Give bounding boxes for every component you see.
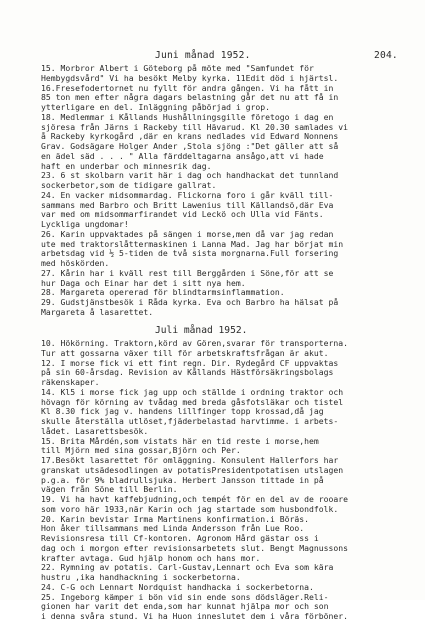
text-line: p.g.a. för 9% bladrullsjuka. Herbert Jansson tittade in på [41, 475, 324, 485]
text-line: haft en underbar och minnesrik dag. [41, 161, 212, 171]
page-header [0, 50, 425, 62]
text-line: Hembygdsvård" Vi ha besökt Melby kyrka. 11Edit död i hjärtsl. [41, 73, 339, 83]
text-line: 22. Rymning av potatis. Carl-Gustav,Lennart och Eva som kära [41, 563, 334, 573]
text-line: en ädel säd . . . " Alla färddeltagarna ansågo,att vi hade [41, 151, 324, 161]
page-number: 204. [374, 50, 398, 61]
text-line: 23. 6 st skolbarn varit här i dag och handhackat det tunnland [41, 171, 339, 181]
text-line: hur Daga och Einar har det i sitt nya hem. [41, 278, 246, 288]
text-line: Kl 8.30 fick jag v. handens lillfinger topp krossad,då jag [41, 407, 324, 417]
text-line: 16.Fresefodertornet nu fyllt för andra gången. Vi ha fått in [41, 83, 334, 93]
text-line: å Rackeby kyrkogård ,där en krans nedlades vid Edward Nonnens [41, 132, 339, 142]
text-line: 25. Ingeborg kämper i bön vid sin ende sons dödsläger.Reli- [41, 592, 329, 602]
june-entries [41, 64, 409, 318]
text-line: till Mjörn med sina gossar,Björn och Per. [41, 446, 241, 456]
text-line: 20. Karin bevistar Irma Martinens konfirmation.i Böräs. [41, 514, 310, 524]
text-line: 15. Morbror Albert i Göteborg på möte med "Samfundet för [41, 64, 314, 73]
text-line: hustru ,ika handhackning i sockerbetorna. [41, 573, 241, 582]
text-line: ute med traktorslåttermaskinen i Lanna Mad. Jag har börjat min [41, 239, 344, 249]
text-line: 12. I morse fick vi ett fint regn. Dir. Rydegård CF uppvaktas [41, 358, 339, 368]
text-line: 14. Kl5 i morse fick jag upp och ställde i ordning traktor och [41, 387, 344, 397]
text-line: arbetsdag vid ½ 5-tiden de två sista morgnarna.Full forsering [41, 249, 339, 259]
text-line: Grav. Godsägare Holger Ander ,Stola sjöng :"Det gäller att så [41, 142, 339, 151]
text-line: 19. Vi ha havt kaffebjudning,och tempét för en del av de rooare [41, 495, 348, 504]
text-line: sjöresa från Järns i Rackeby till Hävarud. Kl 20.30 samlades vi [41, 122, 348, 132]
text-line: 28. Margareta opererad för blindtarmsinflammation. [41, 288, 285, 298]
text-line: 24. En vacker midsommardag. Flickorna foro i går kväll till- [41, 190, 334, 200]
text-line: Tur att gossarna växer till för arbetskraftsfrågan är akut. [41, 348, 329, 358]
text-line: sammans med Barbro och Britt Lawenius till Källandsö,där Eva [41, 200, 334, 210]
text-line: som voro här 1933,när Karin och jag startade som husbondfolk. [41, 504, 339, 514]
text-line: Revisionsresa till Cf-kontoren. Agronom Hård gästar oss i [41, 534, 319, 543]
text-line: Margareta å lasarettet. [41, 307, 154, 317]
text-line: 29. Gudstjänstbesök i Råda kyrka. Eva och Barbro ha hälsat på [41, 298, 339, 307]
text-line: 18. Medlemmar i Kållands Hushållningsgille företogo i dag en [41, 112, 334, 122]
text-line: var med om midsommarfirandet vid Leckö och Ulla vid Fänts. [41, 210, 324, 220]
text-line: räkenskaper. [41, 378, 100, 387]
text-line: i denna svåra stund. Vi ha Huon inneslutet dem i våra förböner. [41, 612, 348, 621]
text-line: Lyckliga ungdomar! [41, 220, 129, 229]
july-entries [41, 339, 409, 622]
text-line: sockerbetor,som de tidigare gallrat. [41, 181, 217, 190]
text-line: granskat utsädesodlingen av potatisPresidentpotatisen utslagen [41, 465, 344, 475]
text-line: på sin 60-årsdag. Revision av Kållands Hästförsäkringsbolags [41, 368, 334, 378]
text-line: dag och i morgon efter revisionsarbetets slut. Bengt Magnussons [41, 543, 348, 553]
text-line: 85 ton men efter några dagars belastning går det nu att få in [41, 93, 339, 103]
text-line: 26. Karin uppvaktades på sängen i morse,men då var jag redan [41, 229, 334, 239]
text-line: lådet. Lasarettsbesök. [41, 426, 149, 436]
text-line: 27. Kårin har i kväll rest till Berggården i Söne,för att se [41, 268, 334, 278]
text-line: hövagn för körning av tvådag med breda gåsfotsläkar och tistel [41, 397, 344, 407]
text-line: Hon åker tillsammans med Linda Andersson från Lue Roo. [41, 524, 305, 534]
text-line: skulle återställa utlöset,fjäderbelastad harvtimme. i arbets- [41, 417, 339, 426]
month-heading: Juni månad 1952. [155, 50, 251, 61]
text-line: vägen från Söne till Berlin. [41, 485, 178, 495]
text-line: ytterligare en del. Inläggning påbörjad i grop. [41, 103, 271, 112]
july-heading: Juli månad 1952. [155, 325, 248, 336]
text-line: 17.Besökt lasarettet för omläggning. Konsulent Hallerfors har [41, 456, 339, 465]
text-line: 10. Hökörning. Traktorn,körd av Gören,svarar för transporterna. [41, 339, 348, 348]
text-line: 15. Brita Mårdén,som vistats här en tid reste i morse,hem [41, 436, 319, 446]
text-line: med höskörden. [41, 259, 110, 268]
text-line: gionen har varit det enda,som har kunnat hjälpa mor och son [41, 602, 329, 612]
text-line: krafter avtaga. Gud hjälp honom och hans mor. [41, 553, 261, 563]
text-line: 24. C-G och Lennart Nordquist handhacka i sockerbetorna. [41, 582, 314, 592]
